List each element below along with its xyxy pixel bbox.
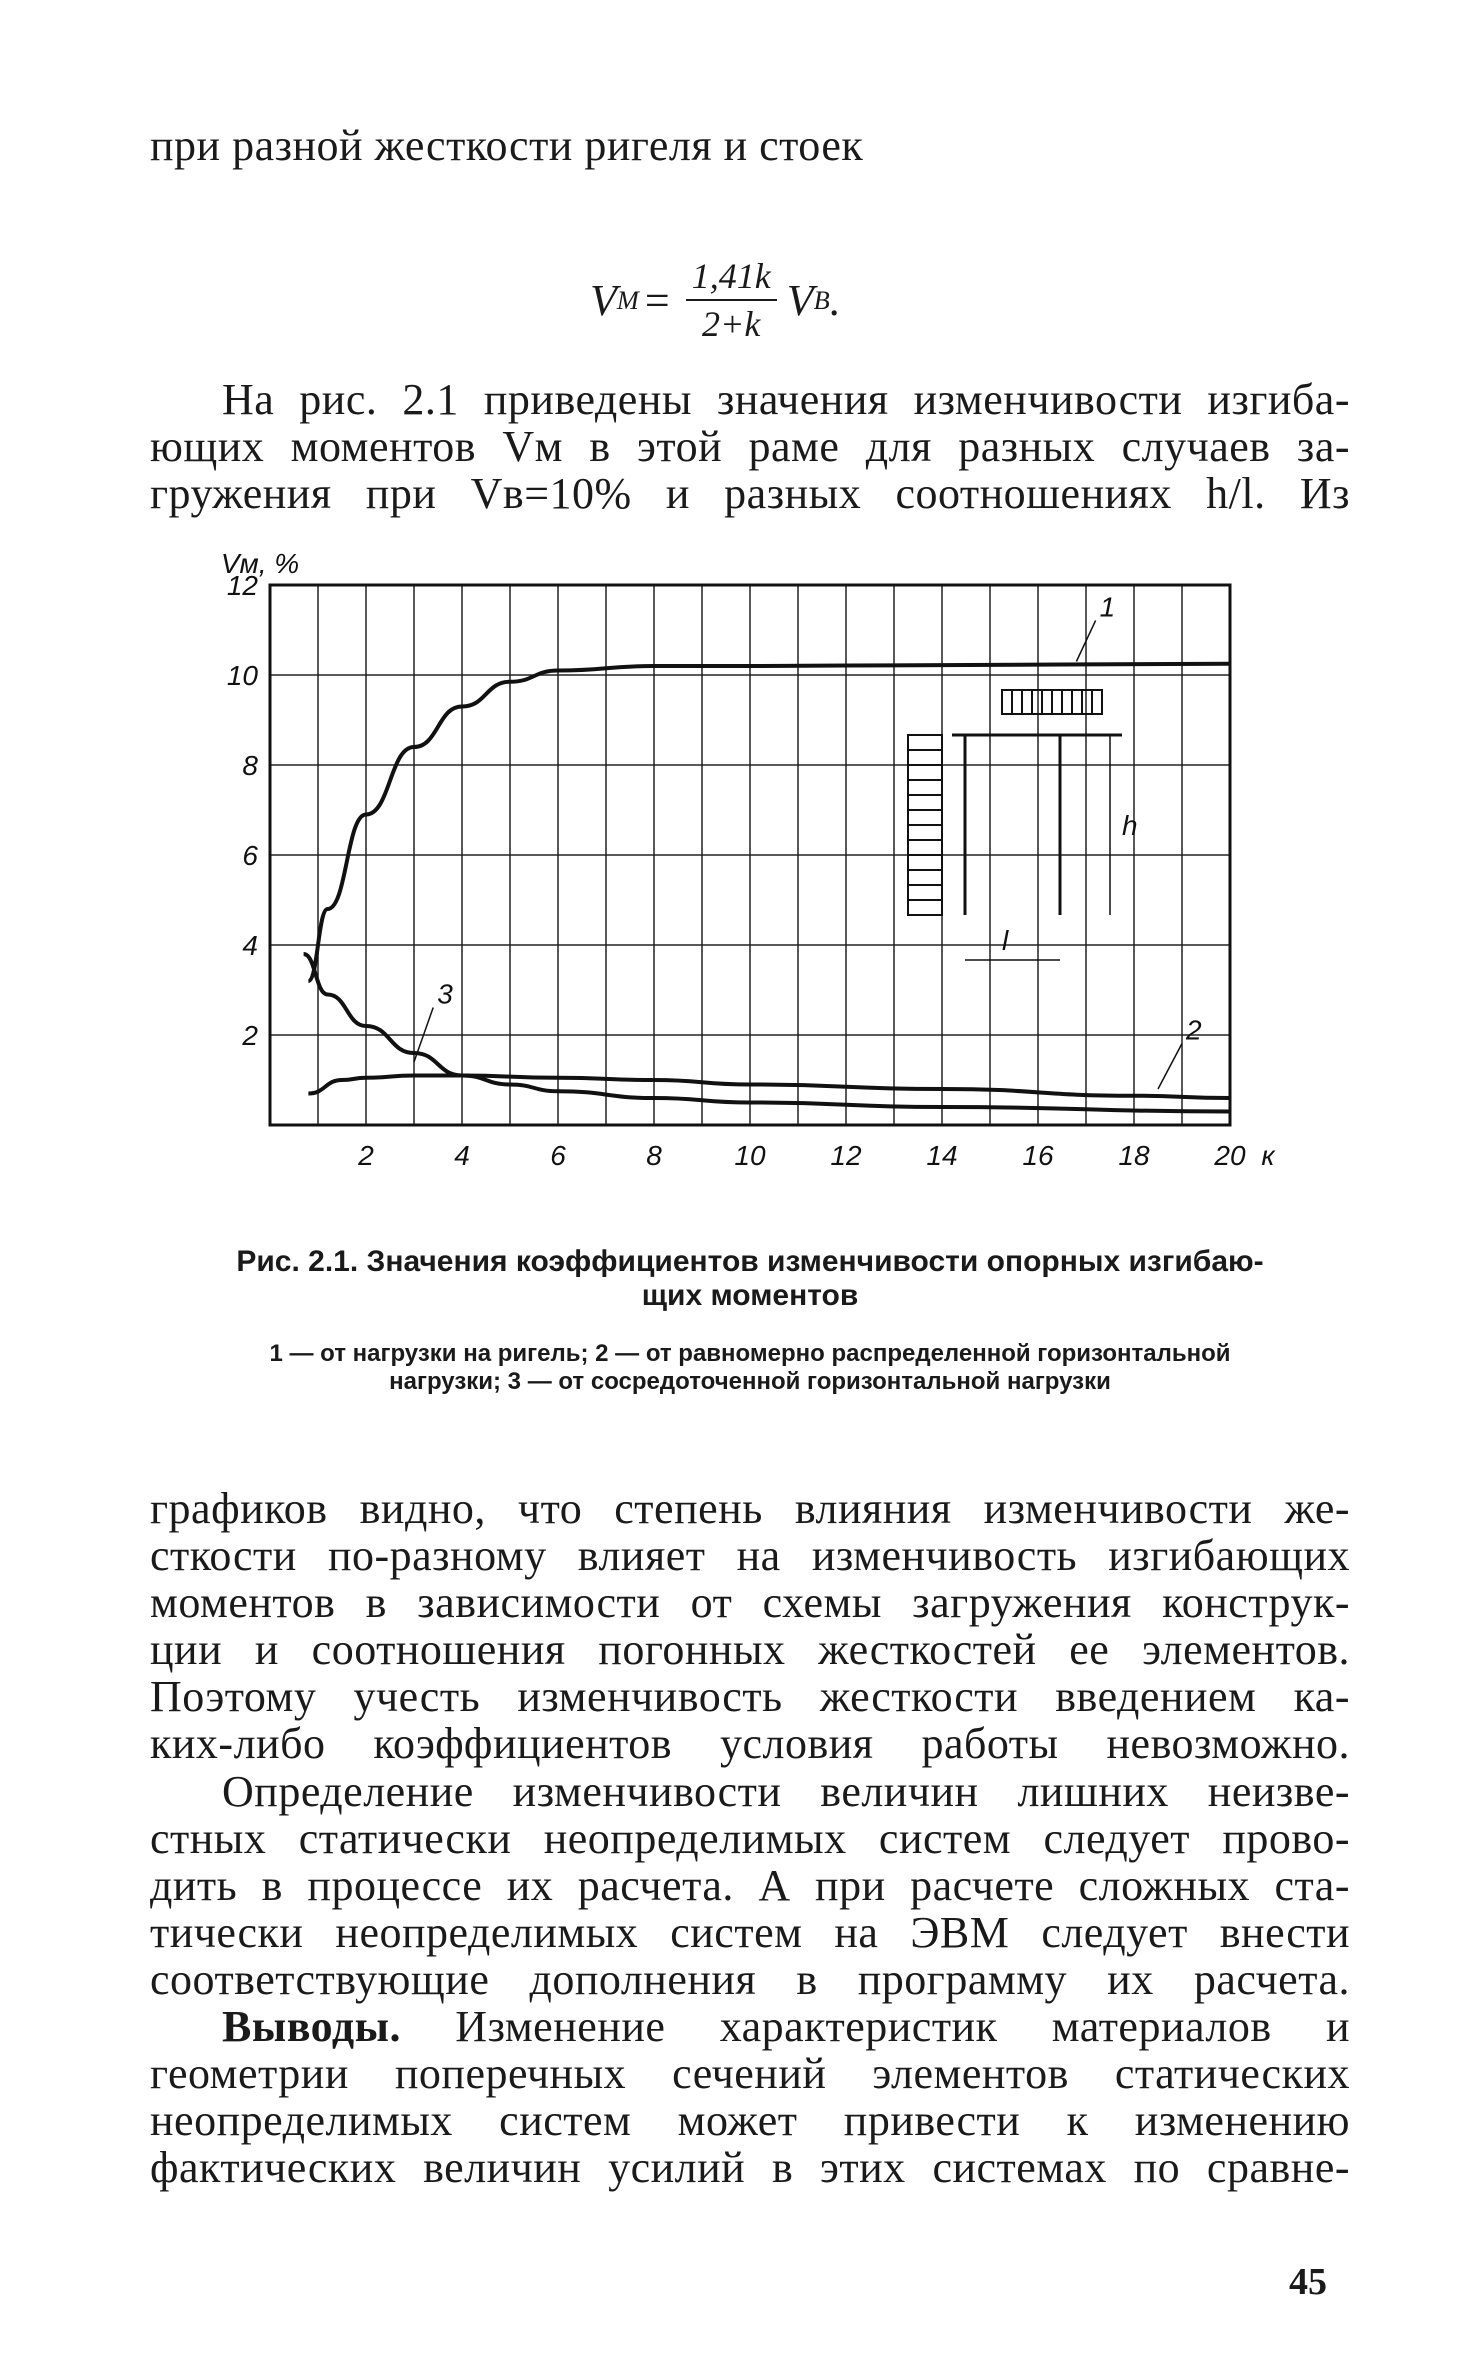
formula: V M = $\frac{1,41k}{2+k}$ V B .	[590, 256, 841, 344]
y-tick-label: 6	[242, 840, 258, 871]
paragraph-1: На рис. 2.1 приведены значения изменчивости изгиба- ющих моментов Vм в этой раме для разных случаев за- гружения при Vв=10% и разных соотношениях h/l. Из	[150, 375, 1350, 518]
y-axis-label: Vм, %	[220, 548, 300, 579]
x-tick-label: 20	[1214, 1140, 1246, 1171]
series-label-leader	[1158, 1044, 1182, 1090]
series-label-3: 3	[437, 978, 453, 1010]
y-tick-label: 8	[242, 750, 258, 781]
y-tick-label: 4	[242, 930, 258, 961]
x-axis-label: к	[1261, 1140, 1275, 1171]
series-label-1: 1	[1099, 591, 1116, 623]
x-tick-label: 14	[926, 1140, 958, 1171]
figure-chart	[200, 540, 1310, 1180]
formula-fraction: $\frac{1,41k}{2+k}$	[686, 255, 777, 345]
x-tick-label: 16	[1022, 1140, 1054, 1171]
text-line-top: при разной жесткости ригеля и стоек	[150, 121, 864, 170]
paragraph-2: графиков видно, что степень влияния изменчивости же- сткости по-разному влияет на изменчивость изгибающих моментов в зависимости от схемы загружения конструк- ции и соотношения погонных жесткостей ее элементов. Поэтому учесть изменчивость жесткости введением ка- ких-либо коэффициентов условия работы невозможно.	[150, 1484, 1350, 1768]
x-tick-label: 10	[734, 1140, 766, 1171]
y-tick-label: 10	[226, 660, 258, 691]
series-label-2: 2	[1186, 1014, 1202, 1046]
paragraph-4: Выводы. Изменение характеристик материалов и геометрии поперечных сечений элементов статических неопределимых систем может привести к изменению фактических величин усилий в этих системах по сравне-	[150, 2002, 1350, 2192]
y-tick-label: 12	[226, 570, 258, 601]
page-number: 45	[1289, 2261, 1327, 2303]
x-tick-label: 4	[454, 1140, 470, 1171]
figure-caption: Рис. 2.1. Значения коэффициентов изменчивости опорных изгибаю- щих моментов	[236, 1245, 1264, 1312]
inset-label-h: h	[1122, 810, 1138, 841]
x-tick-label: 18	[1118, 1140, 1150, 1171]
y-tick-label: 2	[242, 1020, 258, 1051]
series-line-2	[308, 1076, 1230, 1099]
x-tick-label: 12	[830, 1140, 862, 1171]
figure-legend: 1 — от нагрузки на ригель; 2 — от равномерно распределенной горизонтальной нагрузки; 3 — от сосредоточенной горизонтальной нагрузки	[269, 1340, 1231, 1395]
x-tick-label: 8	[646, 1140, 662, 1171]
paragraph-3: Определение изменчивости величин лишних неизве- стных статически неопределимых систем следует прово- дить в процессе их расчета. А при расчете сложных ста- тически неопределимых систем на ЭВМ следует внести соответствующие дополнения в программу их расчета.	[150, 1767, 1350, 2004]
inset-label-l: l	[1002, 925, 1009, 956]
x-tick-label: 2	[358, 1140, 374, 1171]
x-tick-label: 6	[550, 1140, 566, 1171]
